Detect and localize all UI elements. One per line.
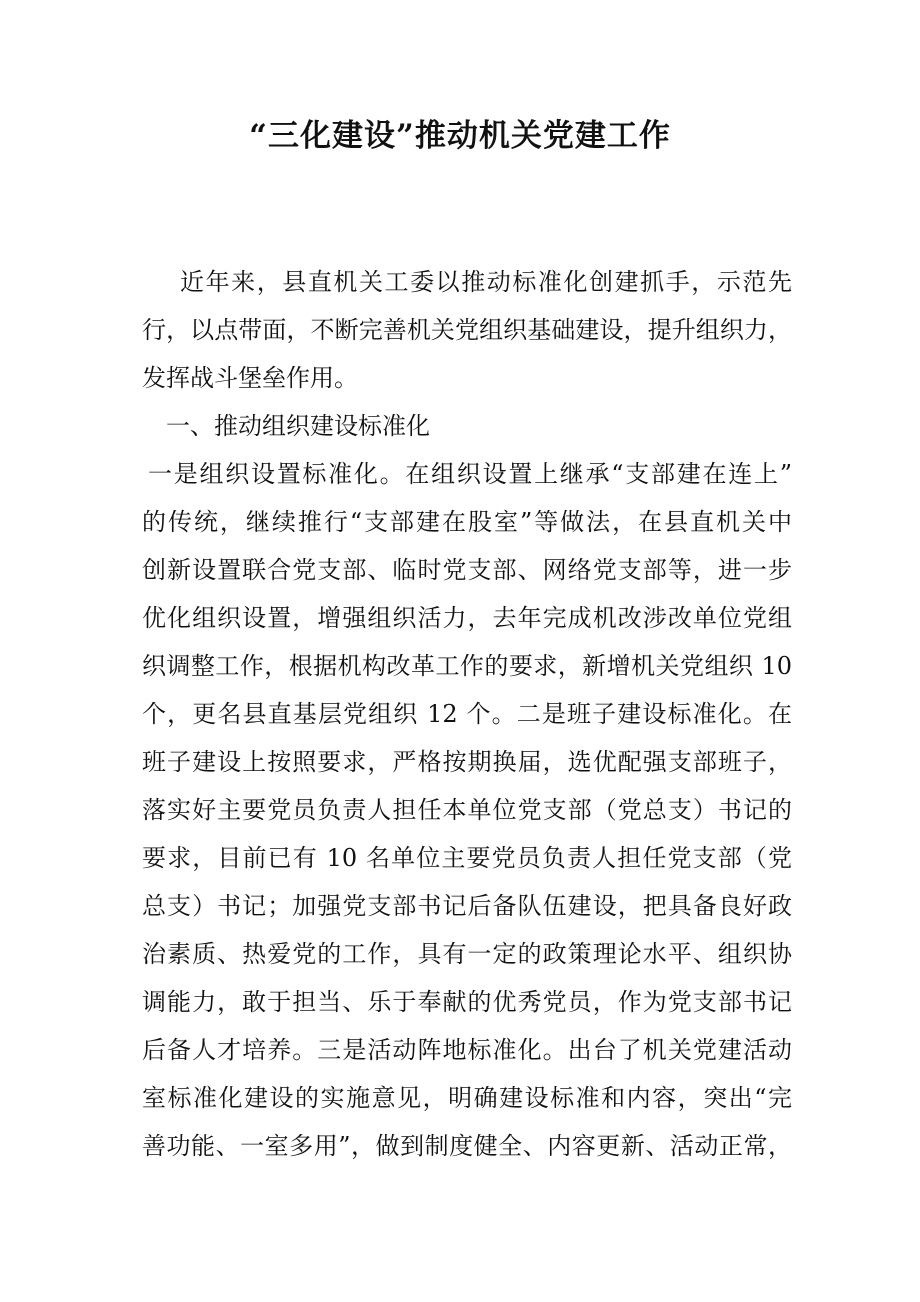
body-line: 调能力，敢于担当、乐于奉献的优秀党员，作为党支部书记 (142, 988, 792, 1016)
body-line: 发挥战斗堡垒作用。 (142, 364, 358, 392)
body-line: 班子建设上按照要求，严格按期换届，选优配强支部班子， (142, 748, 792, 776)
body-line: 后备人才培养。三是活动阵地标准化。出台了机关党建活动 (142, 1036, 792, 1064)
body-line: 优化组织设置，增强组织活力，去年完成机改涉改单位党组 (142, 604, 792, 632)
document-title: “三化建设”推动机关党建工作 (249, 118, 671, 154)
body-line: 的传统，继续推行“支部建在股室”等做法，在县直机关中 (142, 508, 792, 536)
body-line: 创新设置联合党支部、临时党支部、网络党支部等，进一步 (142, 556, 792, 584)
body-line: 要求，目前已有 10 名单位主要党员负责人担任党支部（党 (142, 844, 792, 872)
body-line: 室标准化建设的实施意见，明确建设标准和内容，突出“完 (142, 1084, 792, 1112)
body-line: 织调整工作，根据机构改革工作的要求，新增机关党组织 10 (142, 652, 792, 680)
body-line: 总支）书记；加强党支部书记后备队伍建设，把具备良好政 (142, 892, 792, 920)
body-line: 善功能、一室多用”，做到制度健全、内容更新、活动正常， (142, 1132, 792, 1160)
body-line: 个，更名县直基层党组织 12 个。二是班子建设标准化。在 (142, 700, 792, 728)
body-line: 近年来，县直机关工委以推动标准化创建抓手，示范先 (180, 268, 792, 296)
body-line: 治素质、热爱党的工作，具有一定的政策理论水平、组织协 (142, 940, 792, 968)
body-line: 落实好主要党员负责人担任本单位党支部（党总支）书记的 (142, 796, 792, 824)
section-heading: 一、推动组织建设标准化 (166, 412, 430, 440)
body-line: 行，以点带面，不断完善机关党组织基础建设，提升组织力， (142, 316, 792, 344)
body-line: 一是组织设置标准化。在组织设置上继承“支部建在连上” (148, 460, 792, 488)
